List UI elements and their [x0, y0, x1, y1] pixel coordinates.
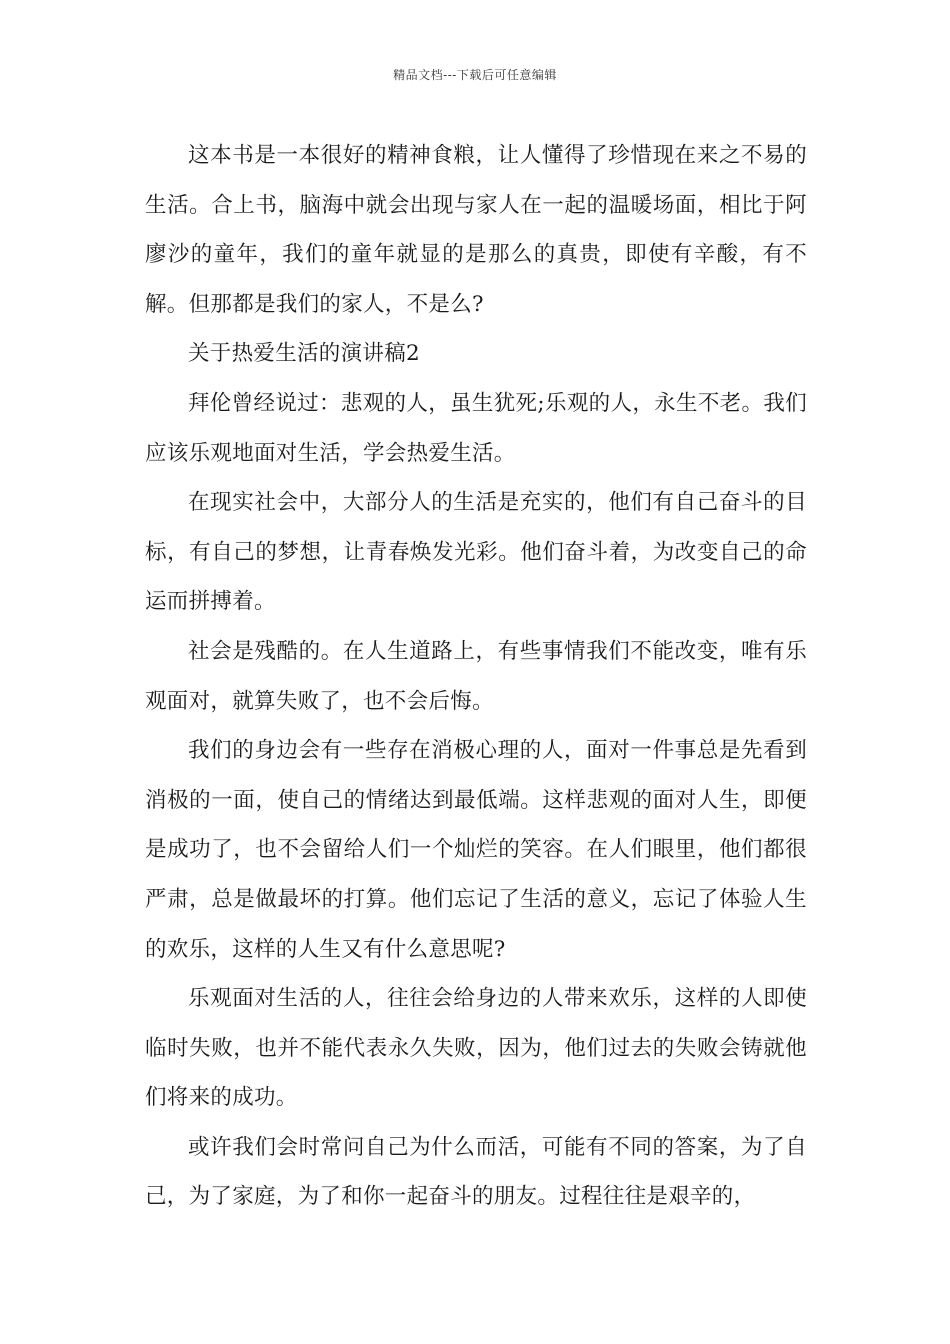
paragraph-4: 社会是残酷的。在人生道路上，有些事情我们不能改变，唯有乐观面对，就算失败了，也不会后悔。: [145, 638, 807, 714]
paragraph-3: 在现实社会中，大部分人的生活是充实的，他们有自己奋斗的目标，有自己的梦想，让青春焕发光彩。他们奋斗着，为改变自己的命运而拼搏着。: [145, 490, 807, 615]
paragraph-5: 我们的身边会有一些存在消极心理的人，面对一件事总是先看到消极的一面，使自己的情绪达到最低端。这样悲观的面对人生，即便是成功了，也不会留给人们一个灿烂的笑容。在人们眼里，他们都很严肃，总是做最坏的打算。他们忘记了生活的意义，忘记了体验人生的欢乐，这样的人生又有什么意思呢?: [145, 738, 807, 962]
paragraph-7: 或许我们会时常问自己为什么而活，可能有不同的答案，为了自己，为了家庭，为了和你一起奋斗的朋友。过程往往是艰辛的，: [145, 1134, 807, 1210]
paragraph-6: 乐观面对生活的人，往往会给身边的人带来欢乐，这样的人即使临时失败，也并不能代表永久失败，因为，他们过去的失败会铸就他们将来的成功。: [145, 986, 807, 1111]
paragraph-1: 这本书是一本很好的精神食粮，让人懂得了珍惜现在来之不易的生活。合上书，脑海中就会出现与家人在一起的温暖场面，相比于阿廖沙的童年，我们的童年就显的是那么的真贵，即使有辛酸，有不解。但那都是我们的家人，不是么?: [145, 143, 807, 317]
paragraph-2: 拜伦曾经说过：悲观的人，虽生犹死;乐观的人，永生不老。我们应该乐观地面对生活，学会热爱生活。: [145, 390, 807, 466]
section-heading: 关于热爱生活的演讲稿2: [188, 341, 420, 367]
page-header: 精品文档---下载后可任意编辑: [393, 68, 557, 82]
document-body: [145, 131, 807, 1222]
